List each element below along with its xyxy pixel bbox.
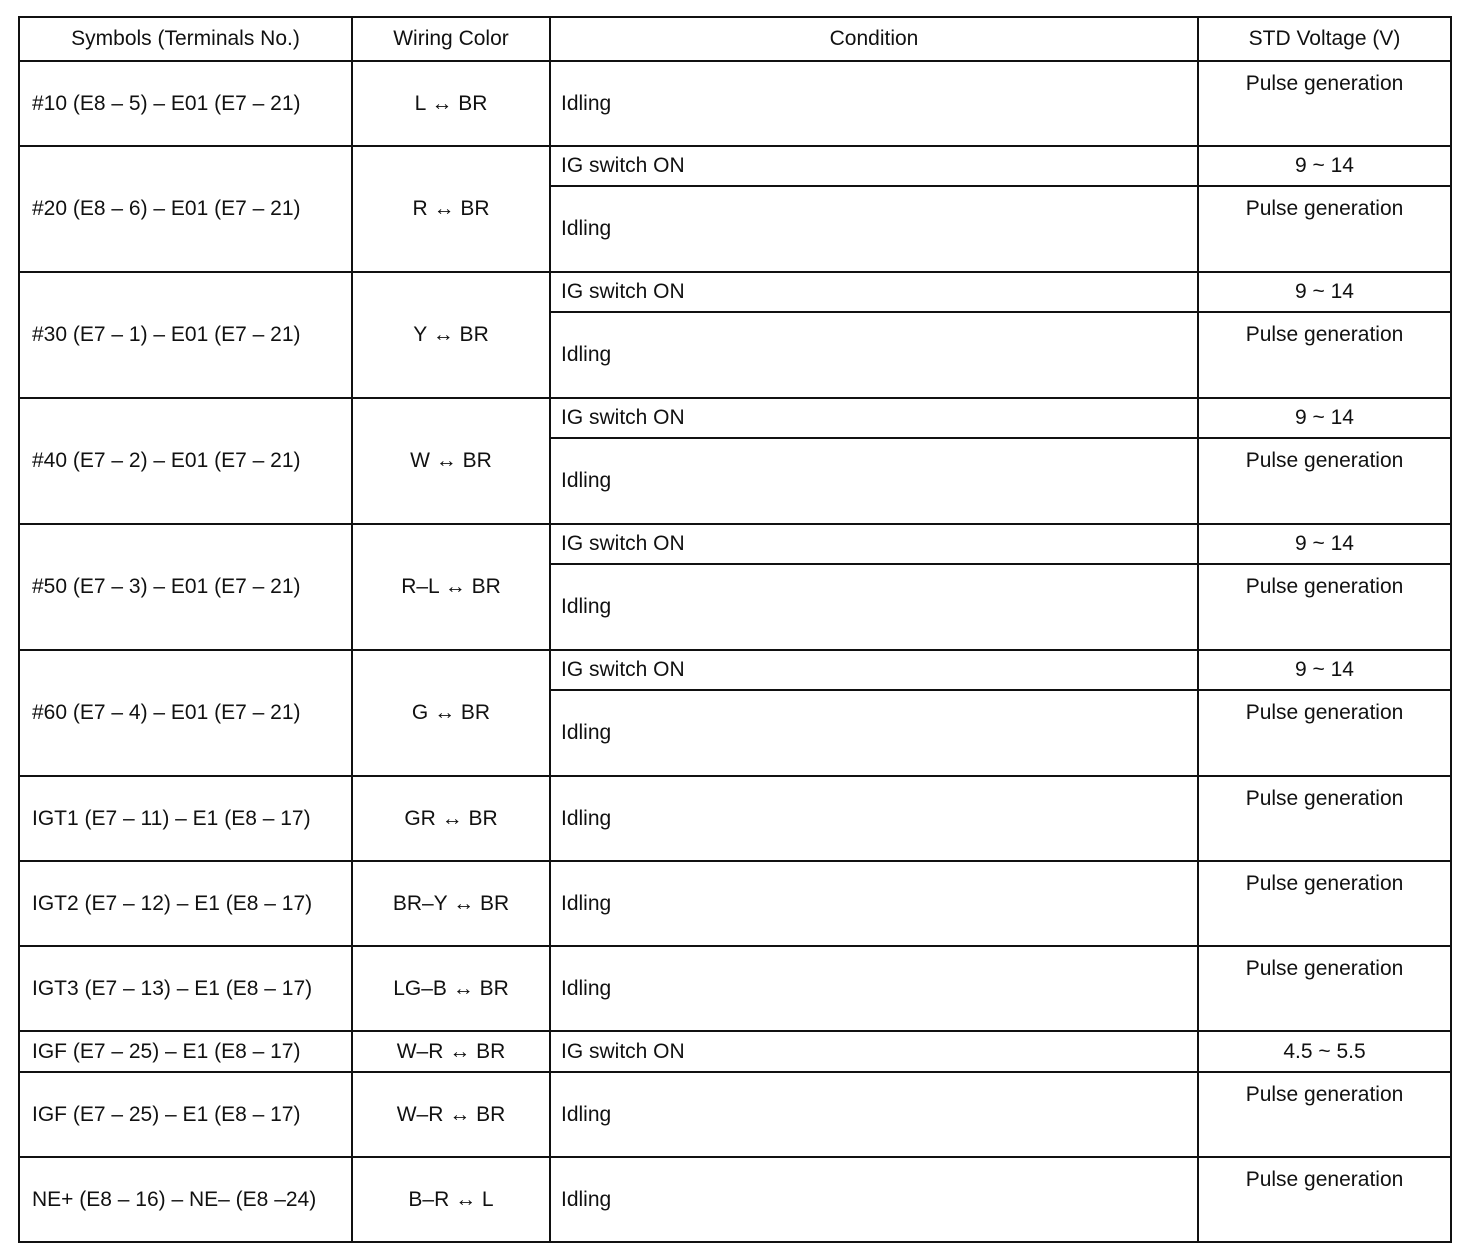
terminal-symbol-cell: IGT3 (E7 – 13) – E1 (E8 – 17): [19, 946, 352, 1031]
header-std-voltage: STD Voltage (V): [1198, 17, 1451, 61]
wiring-color-cell: BR–Y ↔ BR: [352, 861, 550, 946]
condition-cell: Idling: [550, 438, 1198, 524]
terminal-symbol-cell: #30 (E7 – 1) – E01 (E7 – 21): [19, 272, 352, 398]
voltage-cell: Pulse generation: [1198, 312, 1451, 398]
table-header-row: [19, 17, 1451, 61]
terminal-symbol-cell: IGF (E7 – 25) – E1 (E8 – 17): [19, 1031, 352, 1072]
voltage-cell: Pulse generation: [1198, 690, 1451, 776]
voltage-cell: Pulse generation: [1198, 564, 1451, 650]
table-row: [19, 146, 1451, 186]
condition-cell: Idling: [550, 1072, 1198, 1157]
voltage-cell: 9 ~ 14: [1198, 524, 1451, 564]
table-row: [19, 1031, 1451, 1072]
condition-cell: IG switch ON: [550, 146, 1198, 186]
header-symbols: Symbols (Terminals No.): [19, 17, 352, 61]
terminal-symbol-cell: #50 (E7 – 3) – E01 (E7 – 21): [19, 524, 352, 650]
terminal-symbol-cell: NE+ (E8 – 16) – NE– (E8 –24): [19, 1157, 352, 1242]
voltage-cell: Pulse generation: [1198, 438, 1451, 524]
table-row: [19, 61, 1451, 146]
terminal-symbol-cell: #10 (E8 – 5) – E01 (E7 – 21): [19, 61, 352, 146]
terminal-symbol-cell: IGT1 (E7 – 11) – E1 (E8 – 17): [19, 776, 352, 861]
condition-cell: Idling: [550, 1157, 1198, 1242]
voltage-cell: 9 ~ 14: [1198, 272, 1451, 312]
wiring-color-cell: W ↔ BR: [352, 398, 550, 524]
wiring-color-cell: W–R ↔ BR: [352, 1031, 550, 1072]
voltage-cell: Pulse generation: [1198, 1072, 1451, 1157]
table-row: [19, 861, 1451, 946]
voltage-cell: Pulse generation: [1198, 1157, 1451, 1242]
terminal-symbol-cell: IGT2 (E7 – 12) – E1 (E8 – 17): [19, 861, 352, 946]
wiring-color-cell: LG–B ↔ BR: [352, 946, 550, 1031]
header-wiring-color: Wiring Color: [352, 17, 550, 61]
wiring-color-cell: B–R ↔ L: [352, 1157, 550, 1242]
table-row: [19, 946, 1451, 1031]
voltage-cell: 4.5 ~ 5.5: [1198, 1031, 1451, 1072]
condition-cell: Idling: [550, 186, 1198, 272]
table-row: [19, 1157, 1451, 1242]
terminal-symbol-cell: #60 (E7 – 4) – E01 (E7 – 21): [19, 650, 352, 776]
condition-cell: Idling: [550, 776, 1198, 861]
terminal-symbol-cell: #40 (E7 – 2) – E01 (E7 – 21): [19, 398, 352, 524]
voltage-cell: Pulse generation: [1198, 946, 1451, 1031]
condition-cell: Idling: [550, 690, 1198, 776]
table-row: [19, 272, 1451, 312]
voltage-cell: Pulse generation: [1198, 186, 1451, 272]
condition-cell: IG switch ON: [550, 272, 1198, 312]
condition-cell: Idling: [550, 61, 1198, 146]
wiring-color-cell: W–R ↔ BR: [352, 1072, 550, 1157]
condition-cell: Idling: [550, 564, 1198, 650]
terminal-symbol-cell: IGF (E7 – 25) – E1 (E8 – 17): [19, 1072, 352, 1157]
voltage-cell: Pulse generation: [1198, 776, 1451, 861]
condition-cell: IG switch ON: [550, 1031, 1198, 1072]
voltage-cell: Pulse generation: [1198, 61, 1451, 146]
condition-cell: Idling: [550, 946, 1198, 1031]
voltage-cell: Pulse generation: [1198, 861, 1451, 946]
wiring-color-cell: L ↔ BR: [352, 61, 550, 146]
wiring-color-cell: Y ↔ BR: [352, 272, 550, 398]
header-condition: Condition: [550, 17, 1198, 61]
wiring-color-cell: R–L ↔ BR: [352, 524, 550, 650]
condition-cell: IG switch ON: [550, 398, 1198, 438]
table-row: [19, 524, 1451, 564]
terminal-voltage-table: [18, 16, 1452, 1243]
voltage-cell: 9 ~ 14: [1198, 398, 1451, 438]
wiring-color-cell: G ↔ BR: [352, 650, 550, 776]
wiring-color-cell: GR ↔ BR: [352, 776, 550, 861]
table-row: [19, 650, 1451, 690]
condition-cell: IG switch ON: [550, 524, 1198, 564]
voltage-cell: 9 ~ 14: [1198, 146, 1451, 186]
wiring-color-cell: R ↔ BR: [352, 146, 550, 272]
voltage-cell: 9 ~ 14: [1198, 650, 1451, 690]
condition-cell: Idling: [550, 312, 1198, 398]
table-row: [19, 776, 1451, 861]
table-row: [19, 398, 1451, 438]
table-row: [19, 1072, 1451, 1157]
condition-cell: IG switch ON: [550, 650, 1198, 690]
terminal-symbol-cell: #20 (E8 – 6) – E01 (E7 – 21): [19, 146, 352, 272]
condition-cell: Idling: [550, 861, 1198, 946]
